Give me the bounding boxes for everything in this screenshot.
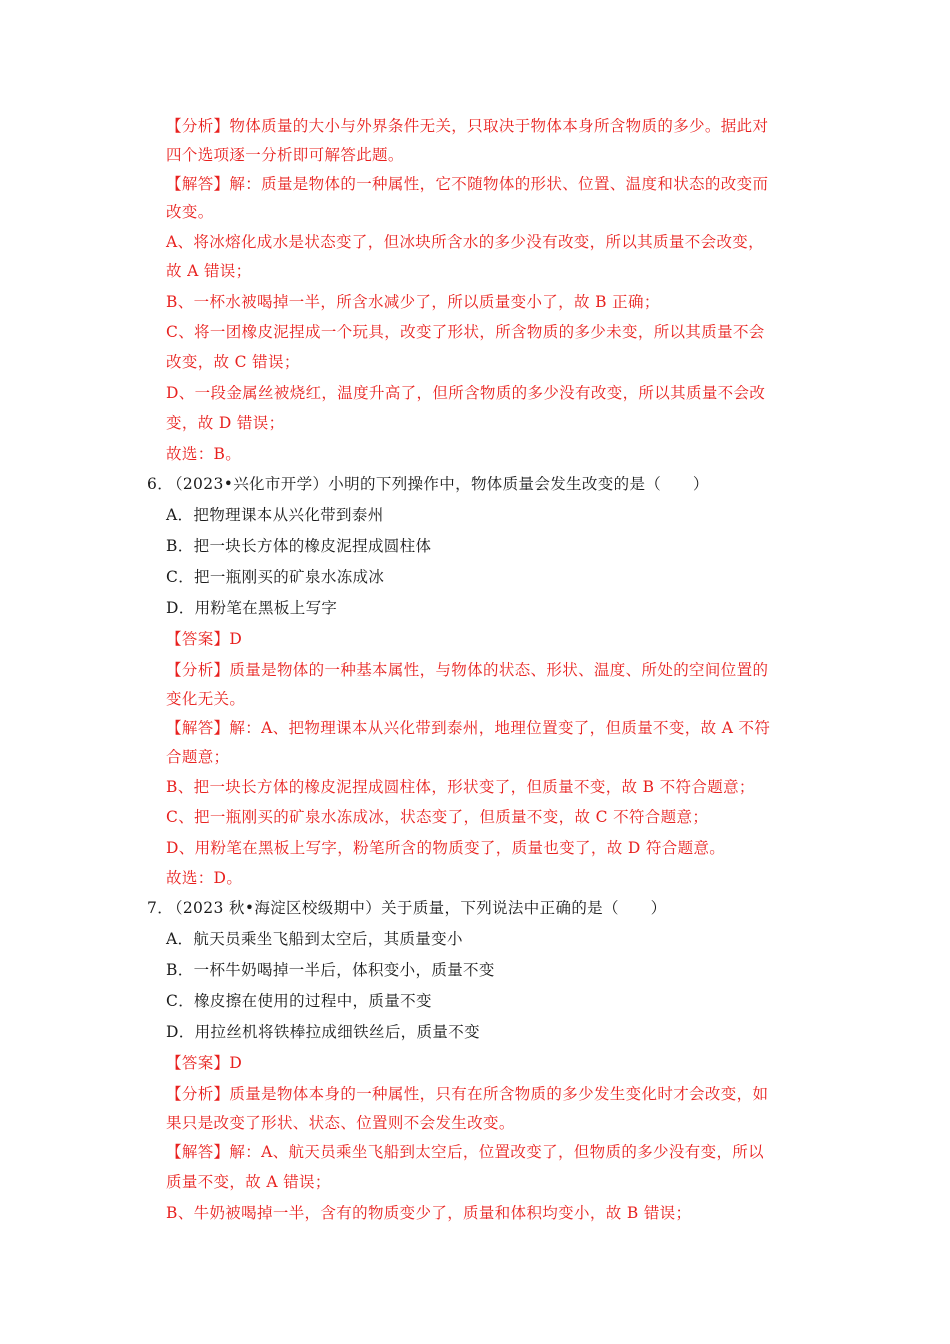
question-7-stem: （2023 秋•海淀区校级期中）关于质量，下列说法中正确的是（ ） (167, 899, 667, 917)
prev-option-d-line-2: 变，故 D 错误； (166, 414, 285, 432)
prev-option-c-line-1: C、将一团橡皮泥捏成一个玩具，改变了形状，所含物质的多少未变，所以其质量不会 (166, 323, 765, 341)
prev-option-a-line-2: 故 A 错误； (166, 262, 252, 280)
analysis-tag: 【分析】 (166, 117, 230, 135)
solution-tag: 【解答】 (166, 1143, 230, 1161)
question-6-number: 6． (147, 475, 174, 493)
question-6-option-d: D．用粉笔在黑板上写字 (166, 599, 338, 617)
prev-choose: 故选：B。 (166, 445, 242, 463)
question-6-option-b: B．把一块长方体的橡皮泥捏成圆柱体 (166, 537, 432, 555)
question-7-option-c: C．橡皮擦在使用的过程中，质量不变 (166, 992, 432, 1010)
prev-analysis-line-2: 四个选项逐一分析即可解答此题。 (166, 146, 404, 164)
question-7-analysis-line-1: 【分析】质量是物体本身的一种属性，只有在所含物质的多少发生变化时才会改变，如 (166, 1085, 769, 1103)
question-6-option-c: C．把一瓶刚买的矿泉水冻成冰 (166, 568, 385, 586)
question-7-solution-line-1: 【解答】解：A、航天员乘坐飞船到太空后，位置改变了，但物质的多少没有变，所以 (166, 1143, 765, 1161)
question-7-number: 7． (147, 899, 174, 917)
question-6-explain-c: C、把一瓶刚买的矿泉水冻成冰，状态变了，但质量不变，故 C 不符合题意； (166, 808, 709, 826)
question-6-analysis-line-1: 【分析】质量是物体的一种基本属性，与物体的状态、形状、温度、所处的空间位置的 (166, 661, 769, 679)
answer-tag: 【答案】 (166, 1054, 230, 1072)
question-7-option-a: A．航天员乘坐飞船到太空后，其质量变小 (166, 930, 463, 948)
answer-tag: 【答案】 (166, 630, 230, 648)
question-7-option-b: B．一杯牛奶喝掉一半后，体积变小，质量不变 (166, 961, 495, 979)
question-7-analysis-line-2: 果只是改变了形状、状态、位置则不会发生改变。 (166, 1114, 515, 1132)
prev-analysis-line-1: 【分析】物体质量的大小与外界条件无关，只取决于物体本身所含物质的多少。据此对 (166, 117, 769, 135)
analysis-tag: 【分析】 (166, 661, 230, 679)
solution-tag: 【解答】 (166, 175, 230, 193)
question-7-solution-line-2: 质量不变，故 A 错误； (166, 1173, 331, 1191)
question-6-explain-d: D、用粉笔在黑板上写字，粉笔所含的物质变了，质量也变了，故 D 符合题意。 (166, 839, 726, 857)
question-6-solution-line-2: 合题意； (166, 748, 230, 766)
question-7-explain-b: B、牛奶被喝掉一半，含有的物质变少了，质量和体积均变小，故 B 错误； (166, 1204, 692, 1222)
prev-option-c-line-2: 改变，故 C 错误； (166, 353, 300, 371)
question-7-answer: 【答案】D (166, 1054, 243, 1072)
prev-option-d-line-1: D、一段金属丝被烧红，温度升高了，但所含物质的多少没有改变，所以其质量不会改 (166, 384, 766, 402)
question-6-analysis-line-2: 变化无关。 (166, 690, 246, 708)
prev-option-b-line-1: B、一杯水被喝掉一半，所含水减少了，所以质量变小了，故 B 正确； (166, 293, 660, 311)
prev-option-a-line-1: A、将冰熔化成水是状态变了，但冰块所含水的多少没有改变，所以其质量不会改变， (166, 233, 764, 251)
question-6-explain-b: B、把一块长方体的橡皮泥捏成圆柱体，形状变了，但质量不变，故 B 不符合题意； (166, 778, 755, 796)
prev-solution-line-2: 改变。 (166, 203, 214, 221)
question-6-choose: 故选：D。 (166, 869, 243, 887)
question-6-stem: （2023•兴化市开学）小明的下列操作中，物体质量会发生改变的是（ ） (167, 475, 709, 493)
question-7-option-d: D．用拉丝机将铁棒拉成细铁丝后，质量不变 (166, 1023, 480, 1041)
solution-tag: 【解答】 (166, 719, 230, 737)
prev-solution-line-1: 【解答】解：质量是物体的一种属性，它不随物体的形状、位置、温度和状态的改变而 (166, 175, 769, 193)
question-6-solution-line-1: 【解答】解：A、把物理课本从兴化带到泰州，地理位置变了，但质量不变，故 A 不符 (166, 719, 771, 737)
question-6-option-a: A．把物理课本从兴化带到泰州 (166, 506, 384, 524)
question-6-answer: 【答案】D (166, 630, 243, 648)
analysis-tag: 【分析】 (166, 1085, 230, 1103)
